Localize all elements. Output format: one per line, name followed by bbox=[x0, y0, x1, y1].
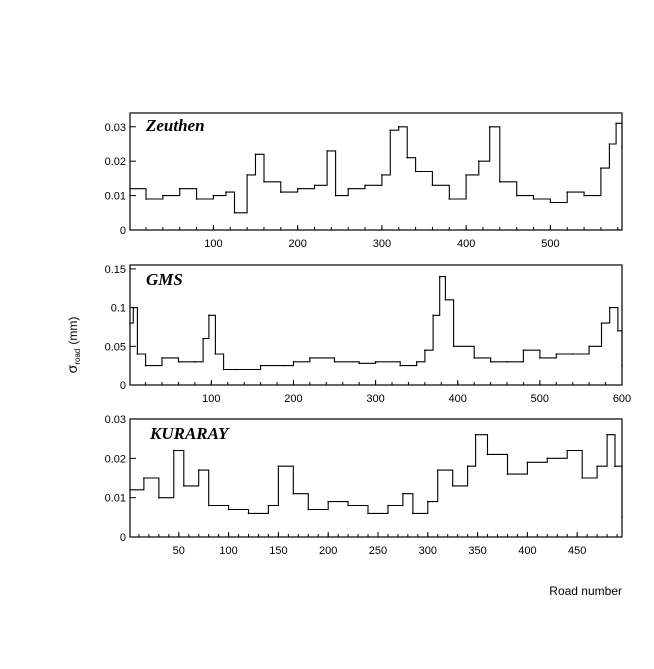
panel-title: KURARAY bbox=[150, 424, 229, 443]
data-point bbox=[260, 365, 262, 367]
data-point bbox=[309, 357, 311, 359]
data-point bbox=[183, 485, 185, 487]
data-point bbox=[606, 434, 608, 436]
data-point bbox=[255, 154, 257, 156]
y-tick-label: 0.01 bbox=[104, 190, 126, 203]
data-point bbox=[143, 477, 145, 479]
x-tick-label: 400 bbox=[518, 545, 537, 557]
x-tick-label: 200 bbox=[284, 393, 303, 405]
data-point bbox=[173, 450, 175, 452]
data-point bbox=[293, 493, 295, 495]
data-point bbox=[527, 462, 529, 464]
x-tick-label: 500 bbox=[541, 238, 560, 250]
data-point bbox=[445, 299, 447, 301]
x-tick-label: 200 bbox=[319, 545, 338, 557]
data-point bbox=[621, 365, 623, 367]
data-point bbox=[381, 174, 383, 176]
data-point bbox=[615, 123, 617, 125]
data-point bbox=[600, 167, 602, 169]
y-tick-label: 0 bbox=[119, 225, 126, 237]
data-point bbox=[308, 509, 310, 511]
x-tick-label: 400 bbox=[448, 393, 467, 405]
y-tick-label: 0.15 bbox=[104, 263, 126, 276]
x-tick-label: 300 bbox=[366, 393, 385, 405]
data-point bbox=[335, 195, 337, 197]
data-point bbox=[439, 276, 441, 278]
data-point bbox=[475, 434, 477, 436]
data-point bbox=[223, 369, 225, 371]
data-point bbox=[347, 505, 349, 507]
data-point bbox=[263, 181, 265, 183]
data-point bbox=[268, 505, 270, 507]
data-point bbox=[234, 212, 236, 214]
data-point bbox=[225, 191, 227, 193]
data-point bbox=[547, 458, 549, 460]
data-point bbox=[297, 188, 299, 190]
data-point bbox=[375, 361, 377, 363]
data-point bbox=[432, 185, 434, 187]
data-point bbox=[145, 198, 147, 200]
data-point bbox=[367, 513, 369, 515]
data-point bbox=[437, 469, 439, 471]
y-tick-label: 0.02 bbox=[104, 453, 126, 466]
y-tick-label: 0.01 bbox=[104, 492, 126, 505]
data-point bbox=[196, 198, 198, 200]
data-point bbox=[364, 185, 366, 187]
data-point bbox=[280, 191, 282, 193]
panel-title: Zeuthen bbox=[146, 116, 205, 135]
data-point bbox=[347, 188, 349, 190]
x-tick-label: 100 bbox=[202, 393, 221, 405]
data-point bbox=[179, 188, 181, 190]
series-layer bbox=[129, 123, 623, 214]
data-point bbox=[465, 174, 467, 176]
data-point bbox=[198, 469, 200, 471]
data-point bbox=[596, 465, 598, 467]
data-point bbox=[358, 363, 360, 365]
data-point bbox=[424, 349, 426, 351]
series-line bbox=[130, 435, 622, 518]
data-point bbox=[162, 195, 164, 197]
x-tick-label: 250 bbox=[368, 545, 388, 557]
y-axis-title bbox=[64, 317, 82, 374]
data-point bbox=[427, 501, 429, 503]
data-point bbox=[507, 473, 509, 475]
data-point bbox=[284, 365, 286, 367]
data-point bbox=[387, 505, 389, 507]
y-axis-unit: (mm) bbox=[66, 316, 80, 345]
panel-title: GMS bbox=[146, 270, 183, 289]
data-point bbox=[609, 307, 611, 309]
data-point bbox=[208, 505, 210, 507]
x-tick-label: 450 bbox=[568, 545, 587, 557]
data-point bbox=[478, 160, 480, 162]
panel-zeuthen bbox=[105, 113, 623, 250]
x-tick-label: 150 bbox=[269, 545, 288, 557]
data-point bbox=[453, 346, 455, 348]
data-point bbox=[215, 353, 217, 355]
data-point bbox=[326, 150, 328, 152]
data-point bbox=[621, 147, 623, 149]
x-axis-title: Road number bbox=[549, 584, 622, 598]
data-point bbox=[432, 315, 434, 317]
data-point bbox=[572, 353, 574, 355]
data-point bbox=[609, 143, 611, 145]
data-point bbox=[550, 202, 552, 204]
x-tick-label: 50 bbox=[172, 545, 185, 557]
data-point bbox=[489, 126, 491, 128]
data-point bbox=[601, 322, 603, 324]
data-point bbox=[334, 361, 336, 363]
data-point bbox=[499, 181, 501, 183]
data-point bbox=[213, 195, 215, 197]
x-tick-label: 300 bbox=[418, 545, 437, 557]
data-point bbox=[129, 489, 131, 491]
data-point bbox=[228, 509, 230, 511]
series-line bbox=[130, 123, 622, 213]
y-tick-label: 0.02 bbox=[104, 156, 126, 169]
data-point bbox=[556, 353, 558, 355]
data-point bbox=[416, 361, 418, 363]
y-tick-label: 0.03 bbox=[104, 414, 126, 426]
data-point bbox=[452, 485, 454, 487]
data-point bbox=[235, 369, 237, 371]
data-point bbox=[566, 450, 568, 452]
x-tick-label: 500 bbox=[530, 393, 550, 405]
data-point bbox=[158, 497, 160, 499]
data-point bbox=[390, 129, 392, 131]
data-point bbox=[208, 315, 210, 317]
y-tick-label: 0 bbox=[119, 380, 126, 392]
data-point bbox=[621, 517, 623, 519]
data-point bbox=[516, 195, 518, 197]
y-axis-symbol: σ bbox=[64, 364, 80, 374]
plot-frame bbox=[130, 265, 622, 385]
data-point bbox=[278, 465, 280, 467]
x-tick-label: 350 bbox=[468, 545, 487, 557]
data-point bbox=[399, 365, 401, 367]
data-point bbox=[614, 465, 616, 467]
data-point bbox=[402, 493, 404, 495]
panel-kuraray bbox=[105, 414, 623, 557]
data-point bbox=[523, 349, 525, 351]
x-tick-label: 600 bbox=[612, 393, 632, 405]
data-point bbox=[246, 174, 248, 176]
x-tick-label: 400 bbox=[456, 238, 476, 250]
data-point bbox=[617, 330, 619, 332]
series-layer bbox=[129, 276, 623, 371]
y-tick-label: 0 bbox=[119, 532, 126, 544]
panel-gms bbox=[105, 264, 632, 405]
x-tick-label: 300 bbox=[372, 238, 392, 250]
x-tick-label: 100 bbox=[219, 545, 238, 557]
y-axis-subscript: road bbox=[73, 348, 82, 365]
y-tick-label: 0.1 bbox=[110, 302, 126, 315]
data-point bbox=[415, 171, 417, 173]
data-point bbox=[137, 353, 139, 355]
data-point bbox=[412, 513, 414, 515]
data-point bbox=[487, 454, 489, 456]
data-point bbox=[161, 357, 163, 359]
data-point bbox=[506, 361, 508, 363]
series-line bbox=[130, 277, 622, 370]
data-point bbox=[539, 357, 541, 359]
y-tick-label: 0.05 bbox=[104, 341, 126, 354]
data-point bbox=[129, 322, 131, 324]
data-point bbox=[406, 157, 408, 159]
data-point bbox=[194, 361, 196, 363]
y-axis-title-text bbox=[64, 317, 82, 374]
data-point bbox=[314, 185, 316, 187]
data-point bbox=[490, 361, 492, 363]
data-point bbox=[566, 191, 568, 193]
data-point bbox=[129, 188, 131, 190]
data-point bbox=[145, 365, 147, 367]
data-point bbox=[467, 465, 469, 467]
data-point bbox=[202, 338, 204, 340]
data-point bbox=[449, 198, 451, 200]
y-tick-label: 0.03 bbox=[104, 121, 126, 134]
data-point bbox=[581, 477, 583, 479]
series-layer bbox=[129, 434, 623, 518]
data-point bbox=[533, 198, 535, 200]
data-point bbox=[398, 126, 400, 128]
data-point bbox=[248, 513, 250, 515]
data-point bbox=[588, 346, 590, 348]
data-point bbox=[473, 357, 475, 359]
data-point bbox=[178, 361, 180, 363]
data-point bbox=[583, 195, 585, 197]
x-tick-label: 100 bbox=[204, 238, 223, 250]
x-tick-label: 200 bbox=[288, 238, 307, 250]
data-point bbox=[293, 361, 295, 363]
data-point bbox=[327, 501, 329, 503]
